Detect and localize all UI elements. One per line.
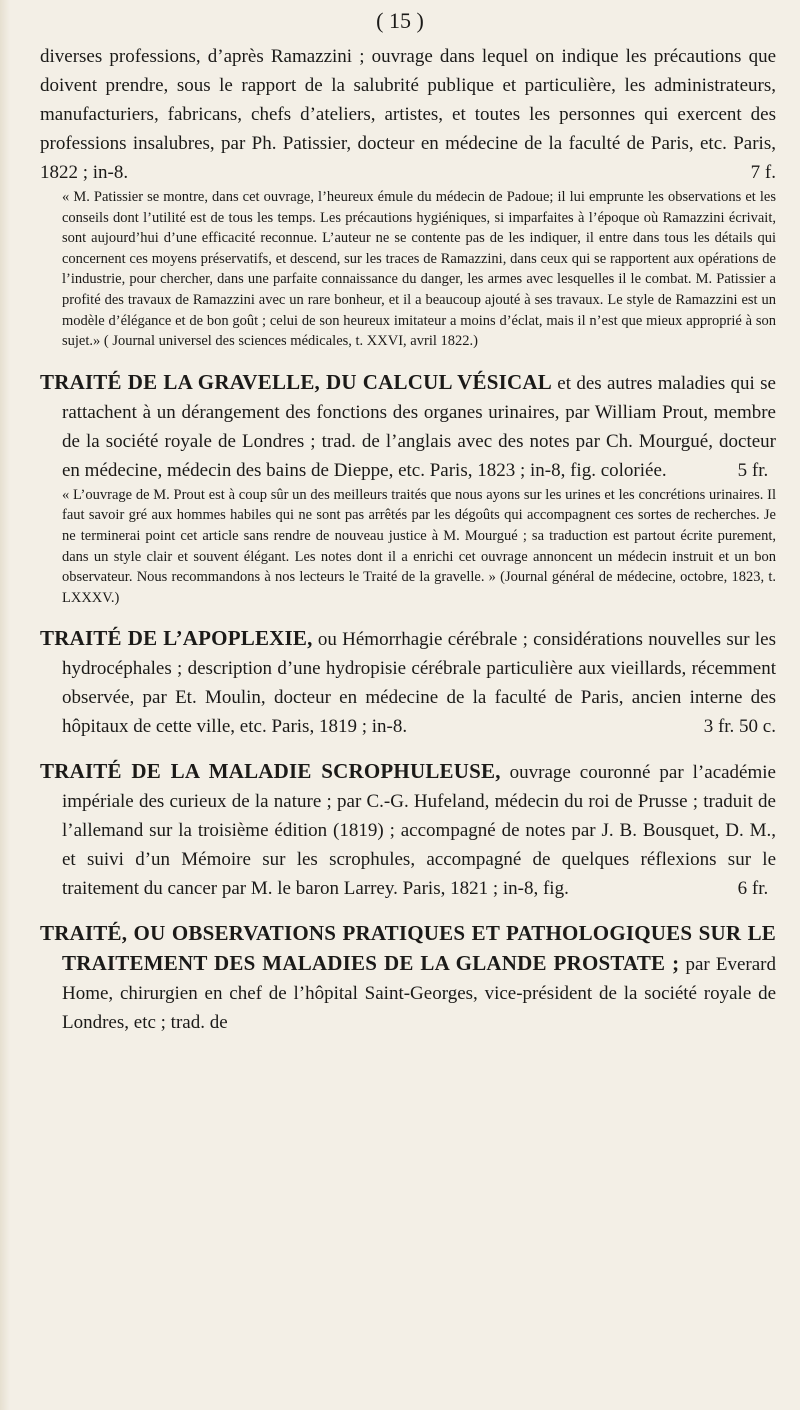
entry-title: TRAITÉ, OU OBSERVATIONS PRATIQUES ET PATHOLOGIQUES SUR LE TRAITEMENT DES MALADIES DE LA GLANDE PROSTATE ; (40, 921, 776, 976)
entry-title: TRAITÉ DE LA GRAVELLE, DU CALCUL VÉSICAL (40, 369, 552, 394)
entry-body (40, 757, 776, 903)
entry-review: « L’ouvrage de M. Prout est à coup sûr un des meilleurs traités que nous ayons sur les urines et les concrétions urinaires. Il faut savoir gré aux hommes habiles qui ne sont pas arrêtés par les dégoûts qui accompagnent ces sortes de recherches. Je ne terminerai point cet article sans rendre de nouveau justice à M. Mourgué ; sa traduction est partout écrite purement, dans un style clair et souvent élégant. Les notes dont il a enrichi cet ouvrage annoncent un médecin instruit et un bon observateur. Nous recommandons à nos lecteurs le Traité de la gravelle. » (Journal général de médecine, octobre, 1823, t. LXXXV.) (62, 486, 776, 606)
entry-body (40, 42, 776, 187)
entry-text: et des autres maladies qui se rattachent à un dérangement des fonctions des organes urinaires, par William Prout, membre de la société royale de Londres ; trad. de l’anglais avec des notes par Ch. Mourgué, docteur en médecine, médecin des bains de Dieppe, etc. Paris, 1823 ; in-8, fig. coloriée. (62, 372, 776, 481)
catalog-entry (40, 42, 776, 352)
entry-price: 7 f. (750, 162, 776, 183)
entry-review: « M. Patissier se montre, dans cet ouvrage, l’heureux émule du médecin de Padoue; il lui emprunte les observations et les conseils dont l’utilité est de tous les temps. Les précautions hygiéniques, si imparfaites à l’époque où Ramazzini écrivait, sont aujourd’hui d’une efficacité reconnue. L’auteur ne se contente pas de les indiquer, il entre dans tous les détails qui concernent ces moyens préservatifs, et descend, sur les traces de Ramazzini, dans ceux qui se rapportent aux opérations de l’industrie, pour chercher, dans une parfaite connaissance du danger, les armes avec lesquelles il le combat. M. Patissier a profité des travaux de Ramazzini avec un rare bonheur, et il a beaucoup ajouté à ses travaux. Le style de Ramazzini est un modèle d’élégance et de bon goût ; celui de son heureux imitateur a moins d’éclat, mais il n’est que mieux approprié à son sujet.» ( Journal universel des sciences médicales, t. XXVI, avril 1822.) (62, 189, 776, 350)
entry-text: diverses professions, d’après Ramazzini ; ouvrage dans lequel on indique les précautions que doivent prendre, sous le rapport de la salubrité publique et particulière, les administrateurs, manufacturiers, fabricans, chefs d’ateliers, artistes, et toutes les personnes qui exercent des professions insalubres, par Ph. Patissier, docteur en médecine de la faculté de Paris, etc. Paris, 1822 ; in-8. (40, 46, 776, 183)
catalog-entry (40, 624, 776, 741)
entry-title: TRAITÉ DE LA MALADIE SCROPHULEUSE, (40, 759, 501, 784)
entry-body (40, 919, 776, 1037)
entry-text: ou Hémorrhagie cérébrale ; considérations nouvelles sur les hydrocéphales ; description d’une hydropisie cérébrale particulière aux vieillards, récemment observée, par Et. Moulin, docteur en médecine de la faculté de Paris, ancien interne des hôpitaux de cette ville, etc. Paris, 1819 ; in-8. (62, 629, 776, 738)
entry-text: ouvrage couronné par l’académie impériale des curieux de la nature ; par C.-G. Hufeland, médecin du roi de Prusse ; traduit de l’allemand sur la troisième édition (1819) ; accompagné de notes par J. B. Bousquet, D. M., et suivi d’un Mémoire sur les scrophules, accompagné de quelques réflexions sur le traitement du cancer par M. le baron Larrey. Paris, 1821 ; in-8, fig. (62, 762, 776, 900)
page-number: ( 15 ) (376, 8, 424, 33)
entry-title: TRAITÉ DE L’APOPLEXIE, (40, 626, 313, 651)
entry-text: par Everard Home, chirurgien en chef de l’hôpital Saint-Georges, vice-président de la société royale de Londres, etc ; trad. de (62, 954, 776, 1034)
catalog-entry (40, 757, 776, 903)
entry-body (40, 368, 776, 485)
entry-price: 3 fr. 50 c. (703, 716, 776, 738)
page-gutter-shadow (0, 0, 10, 1410)
catalog-entry (40, 919, 776, 1037)
entry-body (40, 624, 776, 741)
catalog-entry (40, 368, 776, 609)
entry-price: 5 fr. (737, 459, 769, 481)
entry-price: 6 fr. (737, 878, 769, 900)
catalog-content (40, 42, 776, 1037)
